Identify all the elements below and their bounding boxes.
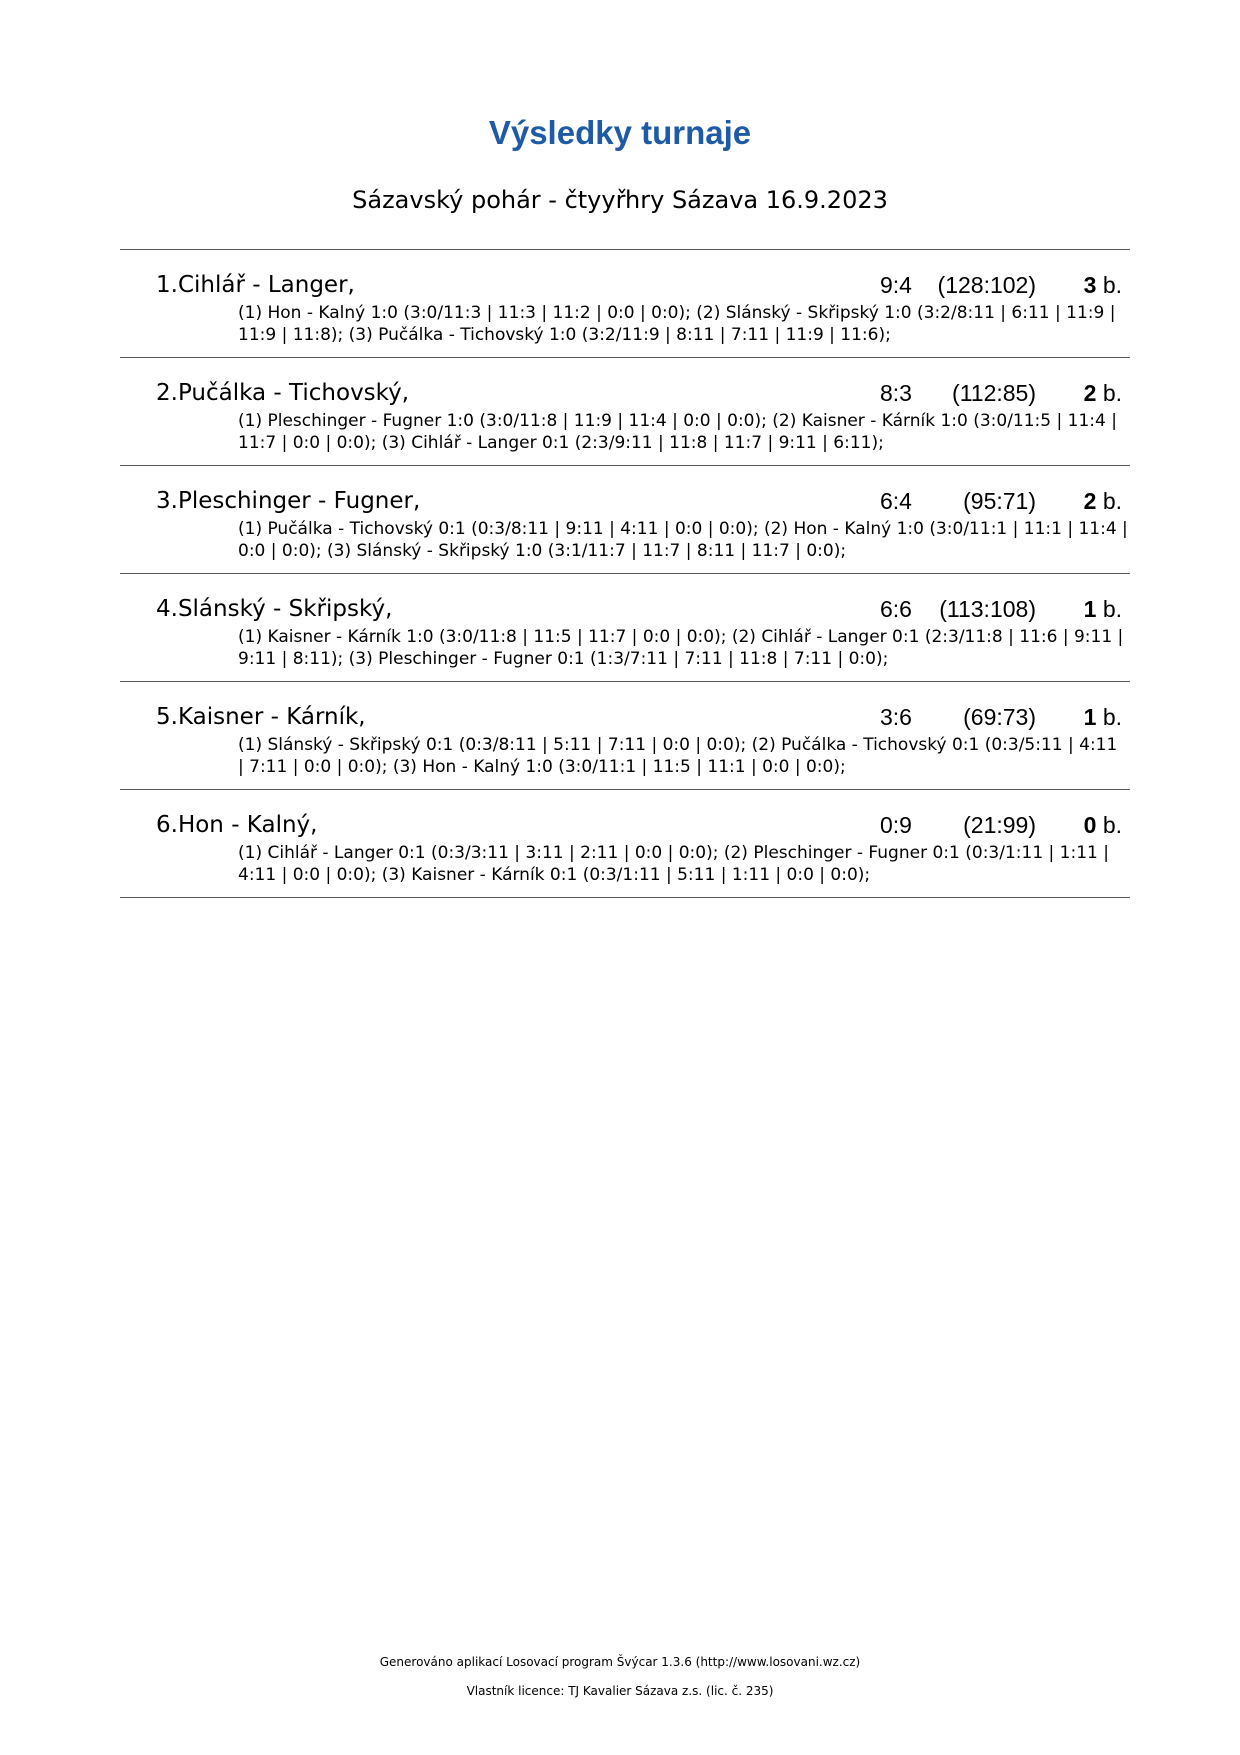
points — [1084, 272, 1122, 299]
license-note: Vlastník licence: TJ Kavalier Sázava z.s. (lic. č. 235) — [466, 1684, 774, 1698]
match-score: 0:9 — [880, 812, 912, 838]
set-ratio: (128:102) — [937, 272, 1036, 298]
match-score: 6:6 — [880, 596, 912, 622]
result-entry — [120, 358, 1130, 466]
set-ratio: (21:99) — [963, 812, 1036, 838]
tournament-subtitle: Sázavský pohár - čtyyřhry Sázava 16.9.2023 — [352, 186, 888, 214]
match-details: (1) Hon - Kalný 1:0 (3:0/11:3 | 11:3 | 11:2 | 0:0 | 0:0); (2) Slánský - Skřipský 1:0 (3:2/8:11 | 6:11 | 11:9 | 11:9 | 11:8); (3) Pučálka - Tichovský 1:0 (3:2/11:9 | 8:11 | 7:11 | 11:9 | 11:6); — [238, 303, 1116, 345]
points — [1084, 596, 1122, 623]
page-title: Výsledky turnaje — [488, 114, 752, 151]
team-name: 2.Pučálka - Tichovský, — [156, 380, 410, 406]
set-ratio: (69:73) — [963, 704, 1036, 730]
points — [1084, 488, 1122, 515]
match-details: (1) Kaisner - Kárník 1:0 (3:0/11:8 | 11:5 | 11:7 | 0:0 | 0:0); (2) Cihlář - Langer 0:1 (2:3/11:8 | 11:6 | 9:11 | 9:11 | 8:11); (3) Pleschinger - Fugner 0:1 (1:3/7:11 | 7:11 | 11:8 | 7:11 | 0:0); — [238, 627, 1124, 669]
points-value: 2 — [1083, 488, 1097, 514]
points-value: 1 — [1083, 596, 1097, 622]
points-value: 0 — [1083, 812, 1097, 838]
match-score: 3:6 — [880, 704, 912, 730]
team-name: 6.Hon - Kalný, — [156, 812, 318, 838]
match-details: (1) Pleschinger - Fugner 1:0 (3:0/11:8 | 11:9 | 11:4 | 0:0 | 0:0); (2) Kaisner - Kárník 1:0 (3:0/11:5 | 11:4 | 11:7 | 0:0 | 0:0); (3) Cihlář - Langer 0:1 (2:3/9:11 | 11:8 | 11:7 | 9:11 | 6:11); — [238, 411, 1117, 453]
team-name: 3.Pleschinger - Fugner, — [156, 488, 421, 514]
points-unit: b. — [1102, 488, 1122, 514]
points-unit: b. — [1102, 596, 1122, 622]
team-name: 4.Slánský - Skřipský, — [156, 596, 393, 622]
results-list — [120, 249, 1130, 898]
points — [1084, 704, 1122, 731]
result-entry — [120, 574, 1130, 682]
points-unit: b. — [1102, 704, 1122, 730]
match-details: (1) Cihlář - Langer 0:1 (0:3/3:11 | 3:11 | 2:11 | 0:0 | 0:0); (2) Pleschinger - Fugner 0:1 (0:3/1:11 | 1:11 | 4:11 | 0:0 | 0:0); (3) Kaisner - Kárník 0:1 (0:3/1:11 | 5:11 | 1:11 | 0:0 | 0:0); — [238, 843, 1109, 885]
points — [1084, 812, 1122, 839]
team-name: 5.Kaisner - Kárník, — [156, 704, 366, 730]
set-ratio: (113:108) — [939, 596, 1036, 622]
points-value: 2 — [1083, 380, 1097, 406]
result-entry — [120, 250, 1130, 358]
match-details: (1) Slánský - Skřipský 0:1 (0:3/8:11 | 5:11 | 7:11 | 0:0 | 0:0); (2) Pučálka - Tichovský 0:1 (0:3/5:11 | 4:11 | 7:11 | 0:0 | 0:0); (3) Hon - Kalný 1:0 (3:0/11:1 | 11:5 | 11:1 | 0:0 | 0:0); — [238, 735, 1118, 777]
result-entry — [120, 682, 1130, 790]
points-value: 3 — [1083, 272, 1097, 298]
match-score: 6:4 — [880, 488, 912, 514]
result-entry — [120, 790, 1130, 898]
result-entry — [120, 466, 1130, 574]
team-name: 1.Cihlář - Langer, — [156, 272, 355, 298]
points-unit: b. — [1102, 380, 1122, 406]
set-ratio: (112:85) — [952, 380, 1036, 406]
points-value: 1 — [1083, 704, 1097, 730]
points-unit: b. — [1102, 272, 1122, 298]
generator-note: Generováno aplikací Losovací program Švýcar 1.3.6 (http://www.losovani.wz.cz) — [379, 1655, 861, 1669]
set-ratio: (95:71) — [963, 488, 1036, 514]
points — [1084, 380, 1122, 407]
points-unit: b. — [1102, 812, 1122, 838]
match-details: (1) Pučálka - Tichovský 0:1 (0:3/8:11 | 9:11 | 4:11 | 0:0 | 0:0); (2) Hon - Kalný 1:0 (3:0/11:1 | 11:1 | 11:4 | 0:0 | 0:0); (3) Slánský - Skřipský 1:0 (3:1/11:7 | 11:7 | 8:11 | 11:7 | 0:0); — [238, 519, 1128, 561]
match-score: 9:4 — [880, 272, 912, 298]
match-score: 8:3 — [880, 380, 912, 406]
